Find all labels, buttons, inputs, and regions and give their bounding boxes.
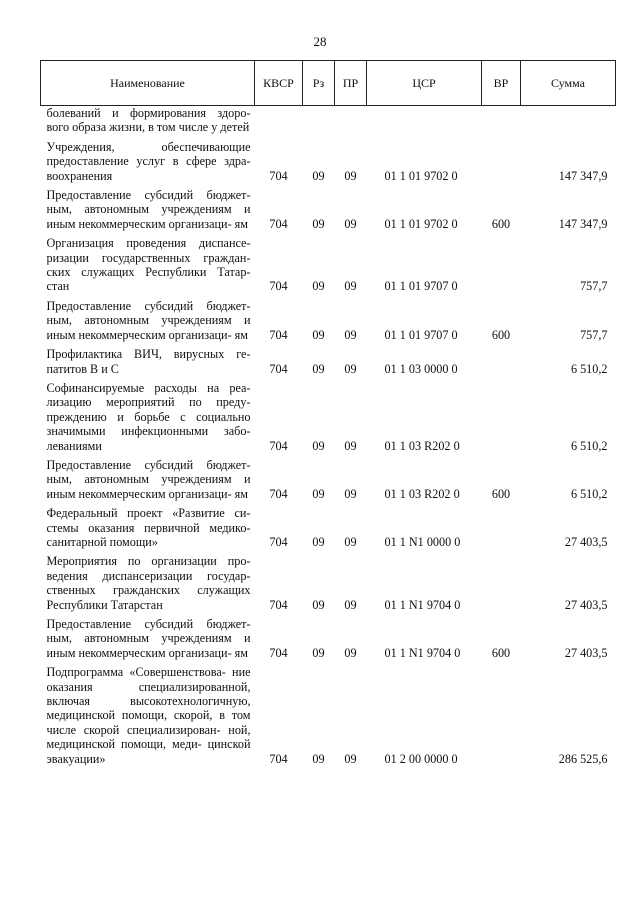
budget-table bbox=[40, 60, 616, 771]
cell-vr bbox=[482, 381, 521, 458]
table-header bbox=[41, 61, 616, 106]
cell-kvsr bbox=[255, 106, 303, 140]
cell-kvsr: 704 bbox=[269, 751, 288, 766]
cell-pr: 09 bbox=[344, 534, 357, 549]
cell-csr: 01 1 03 0000 0 bbox=[384, 361, 458, 376]
cell-sum: 27 403,5 bbox=[564, 534, 608, 549]
header-sum: Сумма bbox=[521, 61, 616, 106]
cell-name: Софинансируемые расходы на реа- лизацию мероприятий по преду- преждению и борьбе с социально значимыми инфекционными забо- леваниями bbox=[46, 380, 251, 453]
page-number: 28 bbox=[313, 34, 327, 49]
cell-kvsr: 704 bbox=[269, 361, 288, 376]
cell-csr: 01 1 03 R202 0 bbox=[384, 486, 460, 501]
cell-sum: 757,7 bbox=[580, 327, 608, 342]
cell-pr bbox=[335, 106, 367, 140]
cell-vr bbox=[482, 506, 521, 554]
cell-name: Организация проведения диспансе- ризации государственных граждан- ских служащих Республики Татар- стан bbox=[46, 236, 251, 294]
cell-name: Федеральный проект «Развитие си- стемы оказания первичной медико- санитарной помощи» bbox=[46, 506, 251, 549]
cell-csr: 01 1 N1 9704 0 bbox=[384, 597, 461, 612]
table-row bbox=[41, 347, 616, 381]
cell-sum bbox=[521, 106, 616, 140]
cell-pr: 09 bbox=[344, 168, 357, 183]
table-row bbox=[41, 236, 616, 299]
cell-rz: 09 bbox=[312, 597, 325, 612]
cell-kvsr: 704 bbox=[269, 327, 288, 342]
cell-kvsr: 704 bbox=[269, 216, 288, 231]
header-kvsr: КВСР bbox=[255, 61, 303, 106]
cell-name: болеваний и формирования здоро- вого образа жизни, в том числе у детей bbox=[46, 106, 251, 135]
cell-vr: 600 bbox=[491, 216, 511, 231]
cell-csr: 01 1 01 9707 0 bbox=[384, 327, 458, 342]
cell-vr bbox=[482, 665, 521, 771]
table-row bbox=[41, 299, 616, 347]
cell-vr bbox=[482, 140, 521, 188]
cell-sum: 6 510,2 bbox=[570, 361, 608, 376]
table-body bbox=[41, 106, 616, 772]
header-vr: ВР bbox=[482, 61, 521, 106]
cell-rz: 09 bbox=[312, 751, 325, 766]
cell-csr bbox=[367, 106, 482, 140]
header-name: Наименование bbox=[41, 61, 255, 106]
cell-kvsr: 704 bbox=[269, 279, 288, 294]
cell-sum: 757,7 bbox=[580, 279, 608, 294]
cell-rz: 09 bbox=[312, 645, 325, 660]
table-row bbox=[41, 381, 616, 458]
cell-rz: 09 bbox=[312, 216, 325, 231]
table-row bbox=[41, 188, 616, 236]
cell-pr: 09 bbox=[344, 645, 357, 660]
cell-kvsr: 704 bbox=[269, 438, 288, 453]
cell-csr: 01 1 01 9707 0 bbox=[384, 279, 458, 294]
cell-sum: 147 347,9 bbox=[558, 168, 608, 183]
cell-sum: 147 347,9 bbox=[558, 216, 608, 231]
cell-vr bbox=[482, 106, 521, 140]
cell-pr: 09 bbox=[344, 279, 357, 294]
cell-vr: 600 bbox=[491, 486, 511, 501]
cell-name: Предоставление субсидий бюджет- ным, автономным учреждениям и иным некоммерческим организаци- ям bbox=[46, 617, 251, 660]
cell-name: Мероприятия по организации про- ведения диспансеризации государ- ственных гражданских служащих Республики Татарстан bbox=[46, 554, 251, 612]
table-row bbox=[41, 458, 616, 506]
cell-sum: 286 525,6 bbox=[558, 751, 608, 766]
cell-sum: 27 403,5 bbox=[564, 645, 608, 660]
cell-csr: 01 1 N1 0000 0 bbox=[384, 534, 461, 549]
cell-name: Подпрограмма «Совершенствова- ние оказания специализированной, включая высокотехнологичную, медицинской помощи, скорой, в том числе скорой специализирован- ной, медицинской помощи, меди- цинской эвакуации» bbox=[46, 665, 251, 766]
cell-name: Учреждения, обеспечивающие предоставление услуг в сфере здра- воохранения bbox=[46, 139, 251, 183]
header-pr: ПР bbox=[335, 61, 367, 106]
cell-csr: 01 1 N1 9704 0 bbox=[384, 645, 461, 660]
table-row bbox=[41, 554, 616, 617]
cell-name: Профилактика ВИЧ, вирусных ге- патитов В и С bbox=[46, 347, 251, 376]
cell-sum: 27 403,5 bbox=[564, 597, 608, 612]
budget-table-container bbox=[40, 60, 615, 771]
cell-pr: 09 bbox=[344, 486, 357, 501]
cell-sum: 6 510,2 bbox=[570, 438, 608, 453]
cell-rz: 09 bbox=[312, 534, 325, 549]
cell-kvsr: 704 bbox=[269, 597, 288, 612]
cell-pr: 09 bbox=[344, 751, 357, 766]
cell-kvsr: 704 bbox=[269, 534, 288, 549]
cell-rz: 09 bbox=[312, 168, 325, 183]
cell-rz: 09 bbox=[312, 438, 325, 453]
cell-pr: 09 bbox=[344, 361, 357, 376]
cell-vr bbox=[482, 236, 521, 299]
cell-rz: 09 bbox=[312, 361, 325, 376]
cell-rz bbox=[303, 106, 335, 140]
cell-name: Предоставление субсидий бюджет- ным, автономным учреждениям и иным некоммерческим организаци- ям bbox=[46, 457, 251, 501]
cell-csr: 01 1 03 R202 0 bbox=[384, 438, 460, 453]
cell-pr: 09 bbox=[344, 438, 357, 453]
cell-csr: 01 1 01 9702 0 bbox=[384, 216, 458, 231]
cell-kvsr: 704 bbox=[269, 645, 288, 660]
cell-vr bbox=[482, 554, 521, 617]
cell-pr: 09 bbox=[344, 597, 357, 612]
cell-vr bbox=[482, 347, 521, 381]
cell-sum: 6 510,2 bbox=[570, 486, 608, 501]
cell-pr: 09 bbox=[344, 327, 357, 342]
cell-pr: 09 bbox=[344, 216, 357, 231]
cell-kvsr: 704 bbox=[269, 486, 288, 501]
cell-vr: 600 bbox=[491, 645, 511, 660]
cell-csr: 01 2 00 0000 0 bbox=[384, 751, 458, 766]
table-row bbox=[41, 140, 616, 188]
cell-name: Предоставление субсидий бюджет- ным, автономным учреждениям и иным некоммерческим организаци- ям bbox=[46, 188, 251, 231]
cell-name: Предоставление субсидий бюджет- ным, автономным учреждениям и иным некоммерческим организаци- ям bbox=[46, 298, 251, 342]
table-row bbox=[41, 506, 616, 554]
header-csr: ЦСР bbox=[367, 61, 482, 106]
cell-rz: 09 bbox=[312, 486, 325, 501]
cell-csr: 01 1 01 9702 0 bbox=[384, 168, 458, 183]
table-row bbox=[41, 106, 616, 140]
table-row bbox=[41, 617, 616, 665]
cell-rz: 09 bbox=[312, 327, 325, 342]
cell-kvsr: 704 bbox=[269, 168, 288, 183]
header-rz: Рз bbox=[303, 61, 335, 106]
cell-rz: 09 bbox=[312, 279, 325, 294]
table-row bbox=[41, 665, 616, 771]
cell-vr: 600 bbox=[491, 327, 511, 342]
